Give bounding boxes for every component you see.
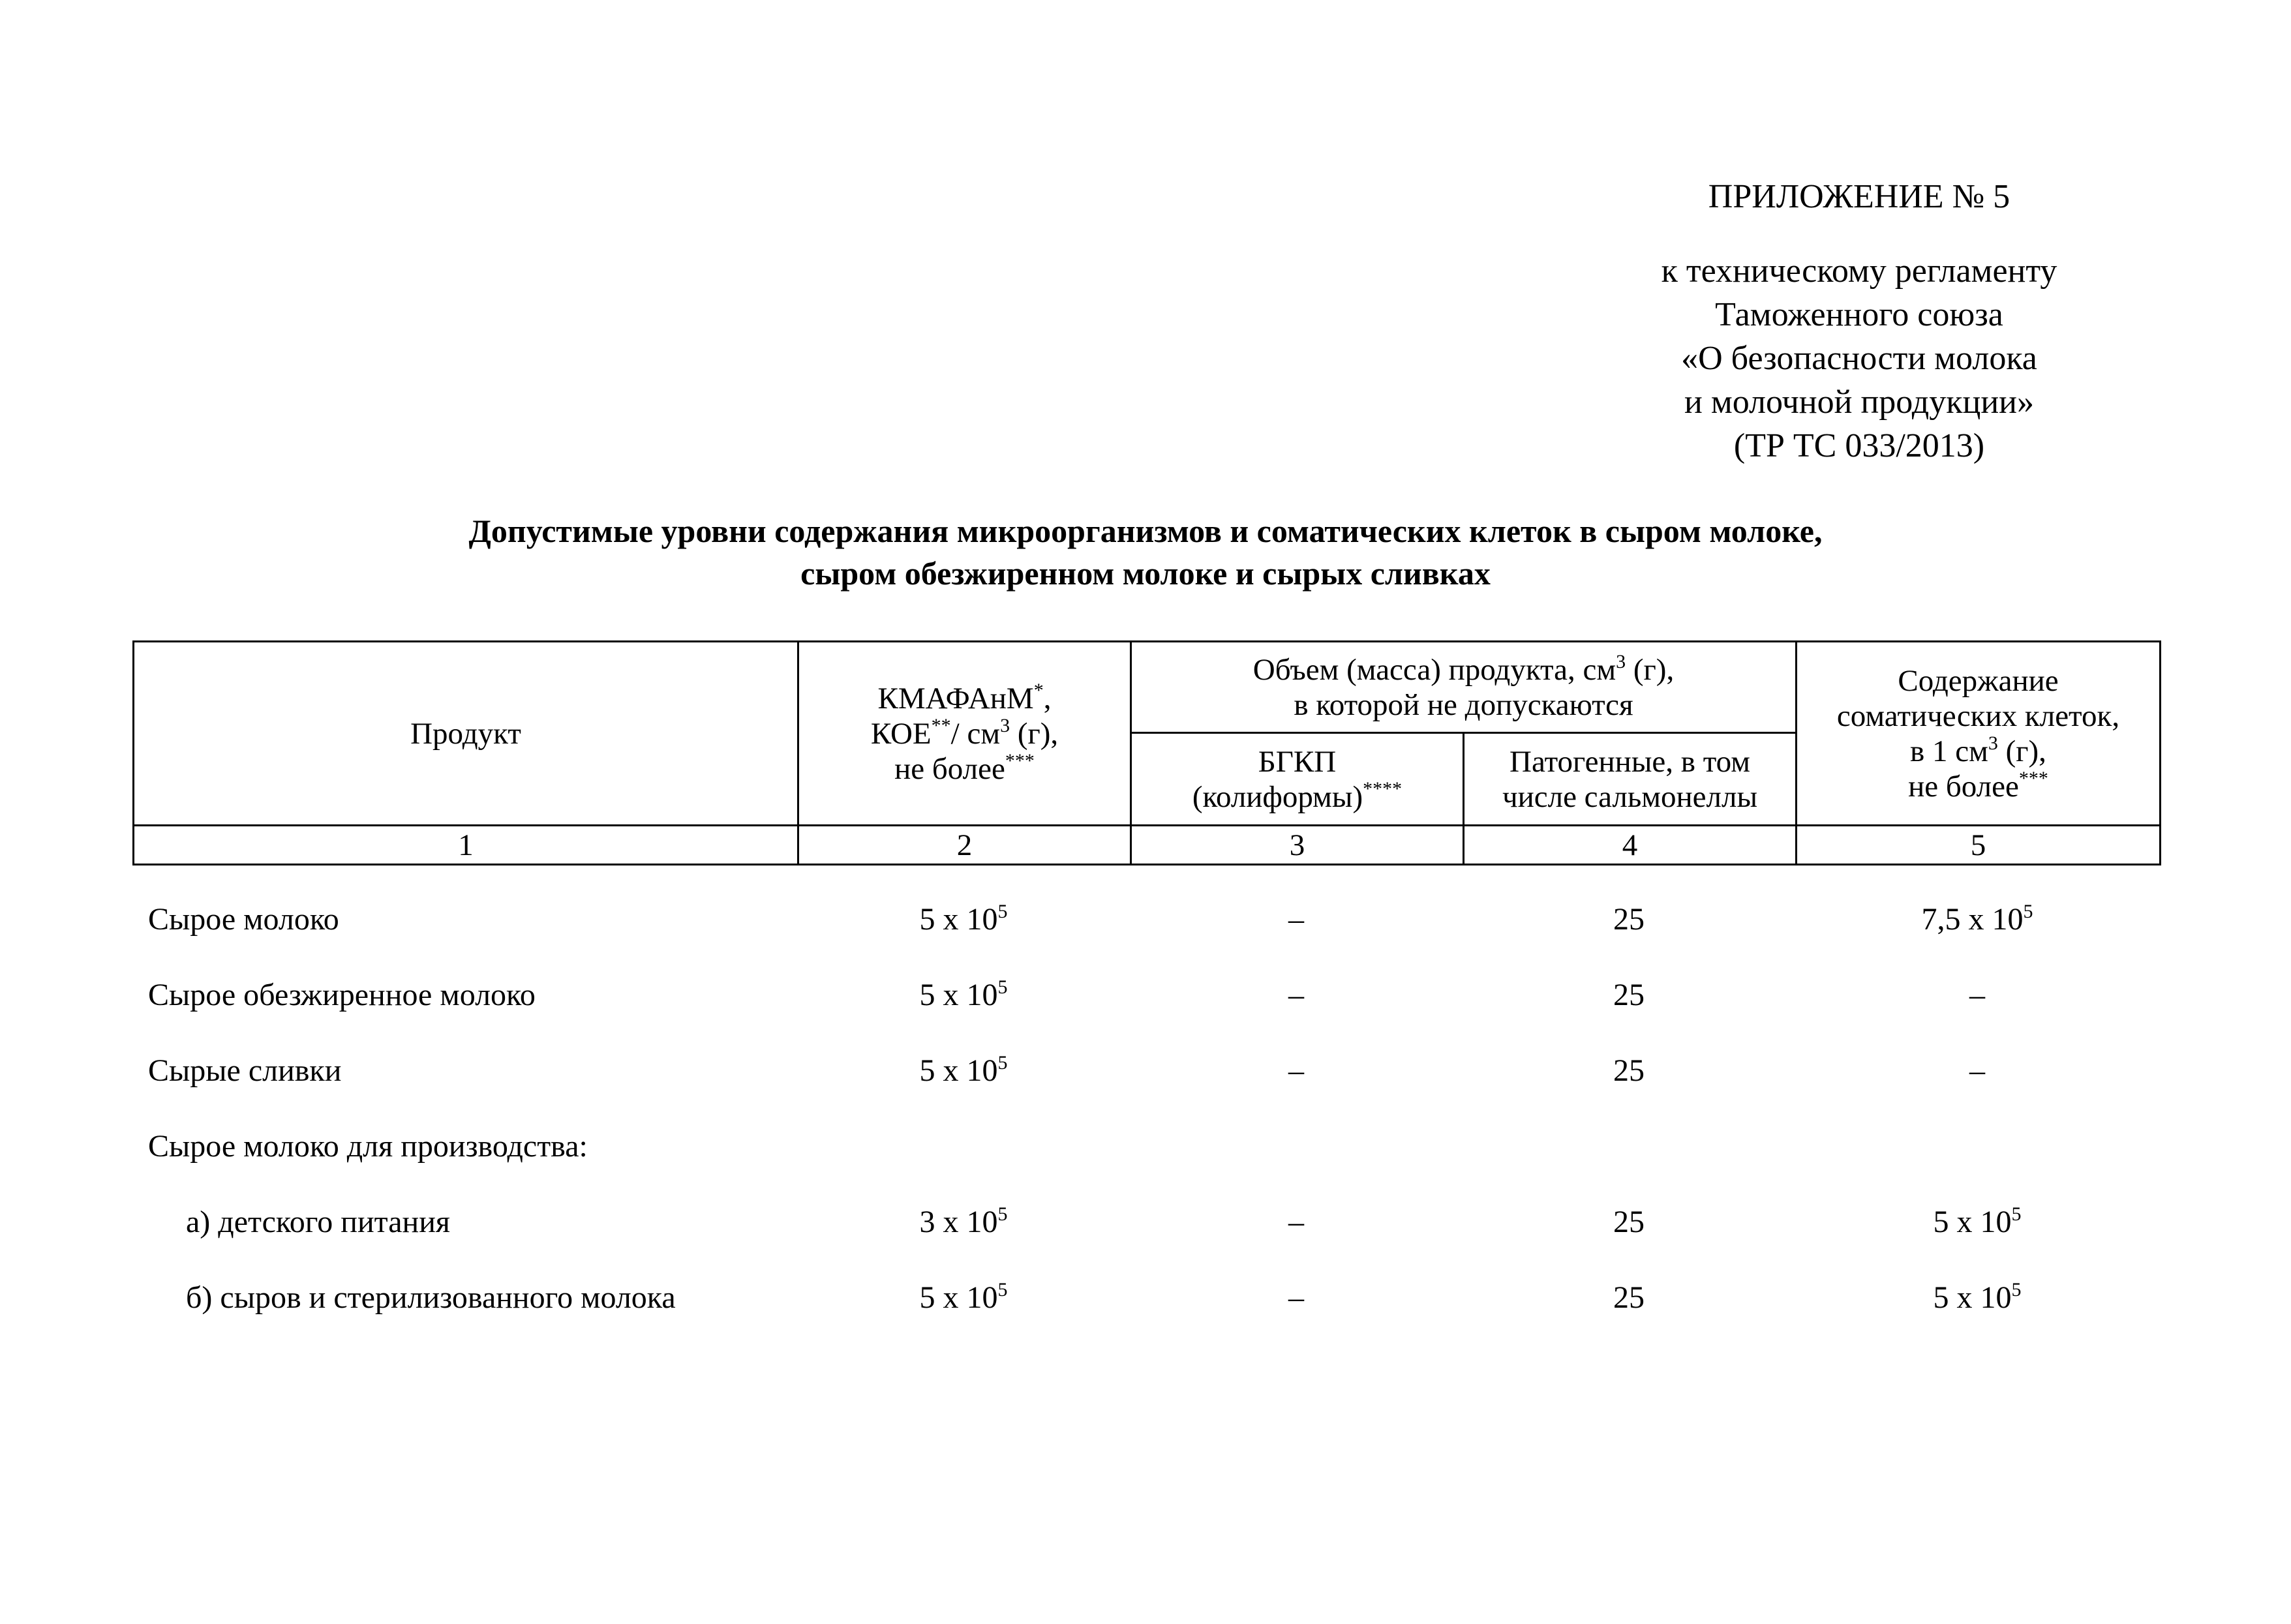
table-row — [132, 957, 2159, 1033]
document-title — [297, 510, 1994, 595]
cell-somatic: – — [1969, 1053, 1985, 1088]
appendix-subtitle-line: «О безопасности молока — [1681, 340, 2037, 377]
document-title-line: Допустимые уровни содержания микроорганизмов и соматических клеток в сыром молоке, — [468, 513, 1823, 549]
cell-pathogens — [1463, 1109, 1795, 1184]
cell-bgkp: – — [1288, 1053, 1304, 1088]
data-table — [132, 882, 2159, 1336]
cell-product: Сырые сливки — [148, 1053, 342, 1088]
header-product: Продукт — [134, 642, 798, 826]
table-row — [132, 1109, 2159, 1184]
appendix-subtitle-line: (ТР ТС 033/2013) — [1733, 427, 1985, 464]
cell-somatic: – — [1969, 978, 1985, 1012]
table-row — [132, 1184, 2159, 1260]
header-pathogens: Патогенные, в том числе сальмонеллы — [1464, 733, 1797, 826]
cell-kmafanm: 5 x $10^5$ — [919, 1052, 1008, 1088]
cell-pathogens: 25 — [1613, 978, 1645, 1012]
appendix-subtitle-line: к техническому регламенту — [1661, 252, 2057, 290]
cell-bgkp: – — [1288, 902, 1304, 937]
cell-product: Сырое обезжиренное молоко — [148, 978, 536, 1012]
cell-product: а) детского питания — [186, 1205, 450, 1239]
cell-pathogens: 25 — [1613, 1053, 1645, 1088]
header-somatic-cells: Содержание соматических клеток, в 1 $см^3$ (г), не более*** — [1797, 642, 2161, 826]
cell-product: б) сыров и стерилизованного молока — [186, 1280, 676, 1315]
cell-somatic: 5 x $10^5$ — [1933, 1203, 2022, 1239]
cell-bgkp: – — [1288, 978, 1304, 1012]
cell-somatic: 7,5 x $10^5$ — [1921, 901, 2033, 937]
document-title-line: сыром обезжиренном молоке и сырых сливках — [800, 555, 1491, 592]
appendix-subtitle-line: и молочной продукции» — [1684, 383, 2034, 421]
header-kmafanm: КМАФАнМ*, КОЕ**/ $см^3$ (г), не более*** — [798, 642, 1131, 826]
cell-kmafanm: 5 x $10^5$ — [919, 901, 1008, 937]
appendix-title: ПРИЛОЖЕНИЕ № 5 — [1708, 178, 2010, 215]
header-volume-group: Объем (масса) продукта, $см^3$ (г), в которой не допускаются — [1131, 642, 1797, 733]
cell-pathogens: 25 — [1613, 1280, 1645, 1315]
appendix-subtitle — [1566, 249, 2153, 468]
appendix-subtitle-line: Таможенного союза — [1715, 296, 2003, 333]
table-row — [132, 1033, 2159, 1109]
cell-somatic: 5 x $10^5$ — [1933, 1279, 2022, 1315]
column-number: 1 — [134, 826, 798, 865]
header-bgkp: БГКП (колиформы)**** — [1131, 733, 1464, 826]
cell-bgkp: – — [1288, 1280, 1304, 1315]
cell-kmafanm: 5 x $10^5$ — [919, 976, 1008, 1012]
cell-product: Сырое молоко — [148, 902, 339, 937]
column-number: 4 — [1464, 826, 1797, 865]
cell-kmafanm: 5 x $10^5$ — [919, 1279, 1008, 1315]
cell-product: Сырое молоко для производства: — [148, 1129, 588, 1164]
cell-somatic — [1795, 1109, 2159, 1184]
header-table — [132, 640, 2161, 865]
column-number: 2 — [798, 826, 1131, 865]
cell-kmafanm: 3 x $10^5$ — [919, 1203, 1008, 1239]
cell-kmafanm — [797, 1109, 1130, 1184]
cell-bgkp: – — [1288, 1205, 1304, 1239]
table-row — [132, 1260, 2159, 1336]
table-row — [132, 882, 2159, 957]
column-number: 3 — [1131, 826, 1464, 865]
cell-pathogens: 25 — [1613, 1205, 1645, 1239]
column-number: 5 — [1797, 826, 2161, 865]
cell-bgkp — [1130, 1109, 1463, 1184]
cell-pathogens: 25 — [1613, 902, 1645, 937]
